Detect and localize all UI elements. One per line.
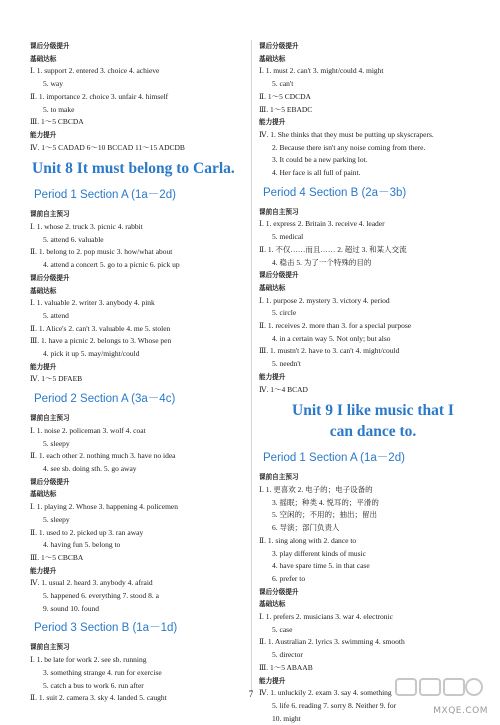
- answer-line: 6. prefer to: [272, 573, 306, 583]
- subheading: 基础达标: [259, 54, 286, 63]
- answer-line: Ⅳ. 1～4 BCAD: [259, 384, 308, 394]
- left-column: [30, 40, 258, 705]
- subheading: 能力提升: [30, 130, 57, 139]
- answer-line: 4. see sb. doing sth. 5. go away: [43, 463, 137, 473]
- answer-line: 5. way: [43, 79, 63, 89]
- answer-line: Ⅰ. 1. prefers 2. musicians 3. war 4. electronic: [259, 612, 393, 622]
- answer-line: 5. 空闲的；不用的；抽出；留出: [272, 510, 377, 520]
- answer-line: 5. sleepy: [43, 514, 70, 524]
- subheading: 基础达标: [30, 490, 57, 499]
- section-heading: 课后分级提升: [30, 273, 70, 282]
- subheading: 能力提升: [259, 118, 286, 127]
- answer-line: 4. 稳击 5. 为了一个特殊的目的: [272, 257, 372, 267]
- answer-line: Ⅰ. 1. purpose 2. mystery 3. victory 4. period: [259, 295, 390, 305]
- section-heading: 课前自主预习: [30, 414, 70, 423]
- section-heading: 课前自主预习: [30, 643, 70, 652]
- answer-line: 6. 导演；部门负责人: [272, 523, 340, 533]
- period-title: Period 1 Section A (1a－2d): [34, 189, 176, 202]
- answer-line: 5. case: [272, 624, 293, 634]
- page-number: 7: [248, 689, 254, 699]
- answer-line: 5. sleepy: [43, 438, 70, 448]
- answer-line: Ⅰ. 1. must 2. can't 3. might/could 4. might: [259, 66, 384, 76]
- answer-line: Ⅱ. 1. belong to 2. pop music 3. how/what about: [30, 247, 173, 257]
- answer-line: 4. in a certain way 5. Not only; but also: [272, 333, 391, 343]
- answer-line: Ⅰ. 1. whose 2. truck 3. picnic 4. rabbit: [30, 222, 143, 232]
- answer-line: Ⅲ. 1～5 CBCBA: [30, 552, 84, 562]
- answer-line: 4. Her face is all full of paint.: [272, 168, 361, 178]
- answer-line: Ⅳ. 1. usual 2. heard 3. anybody 4. afraid: [30, 578, 153, 588]
- answer-line: Ⅰ. 1. playing 2. Whose 3. happening 4. policemen: [30, 502, 179, 512]
- answer-line: Ⅳ. 1～5 DFAEB: [30, 374, 83, 384]
- period-title: Period 4 Section B (2a－3b): [263, 186, 407, 199]
- period-title: Period 2 Section A (3a－4c): [34, 393, 176, 406]
- answer-line: Ⅳ. 1～5 CADAD 6～10 BCCAD 11～15 ADCDB: [30, 142, 185, 152]
- answer-line: 5. director: [272, 650, 303, 660]
- section-heading: 课后分级提升: [30, 42, 70, 50]
- answer-line: Ⅰ. 1. noise 2. policeman 3. wolf 4. coat: [30, 425, 146, 435]
- answer-line: 4. having fun 5. belong to: [43, 540, 121, 550]
- answer-line: 4. attend a concert 5. go to a picnic 6. pick up: [43, 260, 180, 270]
- answer-line: Ⅰ. 1. valuable 2. writer 3. anybody 4. pink: [30, 298, 155, 308]
- subheading: 能力提升: [30, 362, 57, 371]
- answer-line: 10. might: [272, 713, 301, 723]
- answer-line: 3. something strange 4. run for exercise: [43, 667, 162, 677]
- answer-line: 5. circle: [272, 308, 297, 318]
- section-heading: 课后分级提升: [259, 587, 299, 596]
- answer-line: Ⅲ. 1. mustn't 2. have to 3. can't 4. might/could: [259, 346, 400, 356]
- section-heading: 课后分级提升: [259, 42, 299, 50]
- answer-line: Ⅳ. 1. She thinks that they must be putting up skyscrapers.: [259, 129, 434, 139]
- section-heading: 课前自主预习: [30, 210, 70, 219]
- answer-line: Ⅱ. 1. importance 2. choice 3. unfair 4. himself: [30, 91, 169, 101]
- right-column: [259, 40, 487, 725]
- period-title: Period 1 Section A (1a－2d): [263, 452, 405, 465]
- answer-line: Ⅱ. 1. each other 2. nothing much 3. have no idea: [30, 451, 176, 461]
- answer-line: Ⅱ. 1. receives 2. more than 3. for a special purpose: [259, 321, 412, 331]
- watermark-text: MXQE.COM: [433, 706, 488, 716]
- unit-title: Unit 8 It must belong to Carla.: [32, 160, 235, 178]
- answer-line: 3. 摇眠；种类 4. 悦耳的；平滑的: [272, 497, 379, 507]
- answer-line: Ⅱ. 1. suit 2. camera 3. sky 4. landed 5. caught: [30, 693, 167, 703]
- subheading: 基础达标: [30, 54, 57, 63]
- subheading: 基础达标: [30, 286, 57, 295]
- answer-line: 5. needn't: [272, 359, 301, 369]
- subheading: 能力提升: [30, 566, 57, 575]
- answer-line: Ⅱ. 1. sing along with 2. dance to: [259, 535, 357, 545]
- answer-line: Ⅱ. 1～5 CDCDA: [259, 91, 311, 101]
- answer-line: 5. medical: [272, 232, 304, 242]
- answer-line: Ⅱ. 1. used to 2. picked up 3. ran away: [30, 527, 144, 537]
- answer-line: 4. pick it up 5. may/might/could: [43, 349, 140, 359]
- answer-line: 3. play different kinds of music: [272, 548, 367, 558]
- answer-line: 2. Because there isn't any noise coming from there.: [272, 142, 426, 152]
- period-title: Period 3 Section B (1a－1d): [34, 622, 178, 635]
- unit-title: Unit 9 I like music that I: [292, 402, 454, 420]
- answer-line: Ⅱ. 1. Australian 2. lyrics 3. swimming 4. smooth: [259, 637, 405, 647]
- answer-line: Ⅲ. 1. have a picnic 2. belongs to 3. Whose pen: [30, 336, 172, 346]
- answer-line: 5. attend: [43, 310, 69, 320]
- answer-line: 5. life 6. reading 7. sorry 8. Neither 9. for: [272, 700, 397, 710]
- answer-line: Ⅳ. 1. unluckily 2. exam 3. say 4. something: [259, 688, 392, 698]
- answer-line: 4. have spare time 5. in that case: [272, 561, 370, 571]
- section-heading: 课前自主预习: [259, 473, 299, 482]
- answer-line: 3. It could be a new parking lot.: [272, 155, 368, 165]
- answer-line: Ⅱ. 1. Alice's 2. can't 3. valuable 4. me 5. stolen: [30, 323, 171, 333]
- section-heading: 课后分级提升: [259, 271, 299, 280]
- column-divider: [251, 40, 252, 692]
- section-heading: 课后分级提升: [30, 477, 70, 486]
- answer-line: 5. catch a bus to work 6. run after: [43, 680, 144, 690]
- section-heading: 课前自主预习: [259, 207, 299, 216]
- answer-line: Ⅰ. 1. 更喜欢 2. 电子的；电子设备的: [259, 484, 373, 494]
- unit-title-continued: can dance to.: [329, 423, 417, 441]
- answer-line: Ⅲ. 1～5 EBADC: [259, 104, 313, 114]
- answer-line: Ⅰ. 1. be late for work 2. see sb. running: [30, 655, 147, 665]
- subheading: 基础达标: [259, 600, 286, 609]
- answer-line: Ⅲ. 1～5 CBCDA: [30, 117, 84, 127]
- subheading: 能力提升: [259, 676, 286, 685]
- answer-line: Ⅱ. 1. 不仅……而且…… 2. 超过 3. 和某人交流: [259, 244, 407, 254]
- subheading: 基础达标: [259, 283, 286, 292]
- answer-line: 9. sound 10. found: [43, 603, 100, 613]
- answer-line: 5. attend 6. valuable: [43, 234, 104, 244]
- answer-line: Ⅲ. 1～5 ABAAB: [259, 662, 313, 672]
- subheading: 能力提升: [259, 372, 286, 381]
- answer-line: 5. to make: [43, 104, 75, 114]
- answer-line: 5. can't: [272, 79, 294, 89]
- answer-line: Ⅰ. 1. express 2. Britain 3. receive 4. leader: [259, 219, 385, 229]
- answer-line: Ⅰ. 1. support 2. entered 3. choice 4. achieve: [30, 66, 160, 76]
- answer-line: 5. happened 6. everything 7. stood 8. a: [43, 591, 160, 601]
